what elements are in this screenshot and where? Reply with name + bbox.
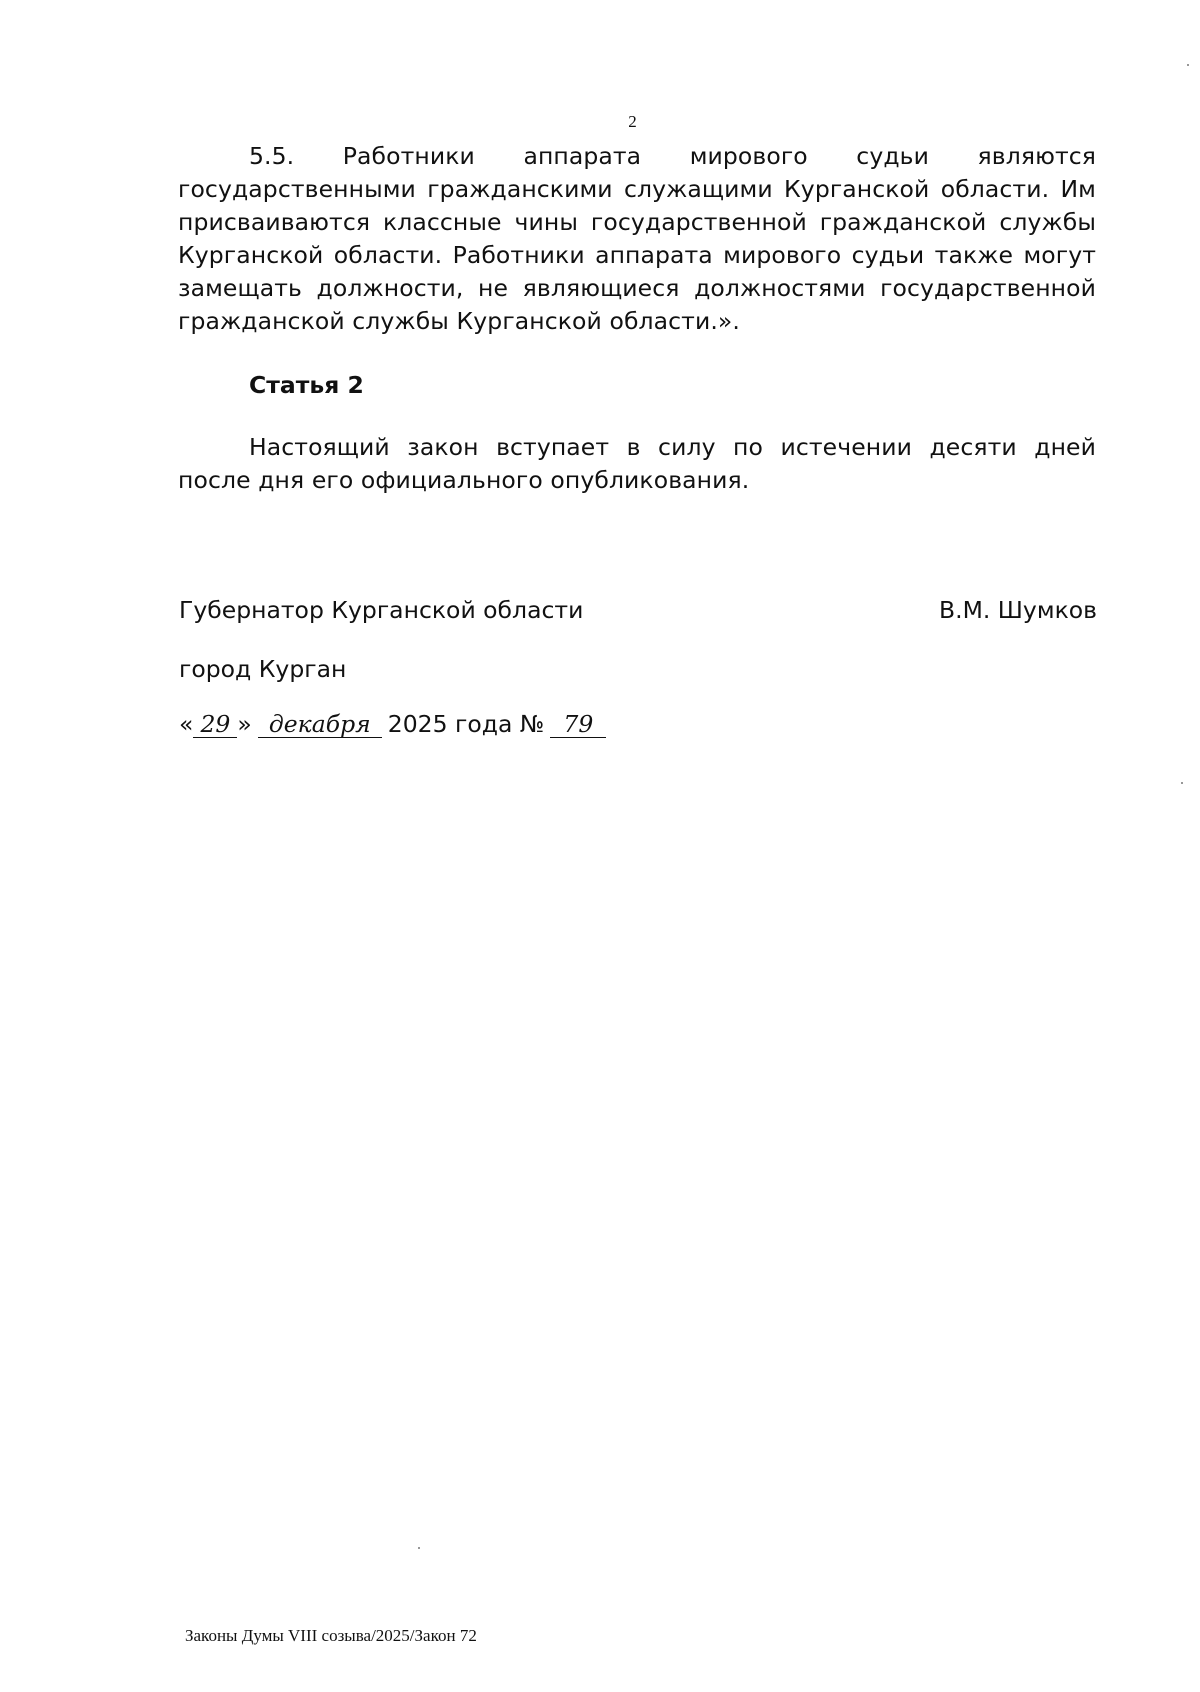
place-of-signing: город Курган [179,655,347,683]
scan-speck [1181,782,1183,784]
footer-reference: Законы Думы VIII созыва/2025/Закон 72 [185,1626,477,1645]
open-quote: « [179,710,194,738]
article-heading: Статья 2 [249,371,364,399]
handwritten-month: декабря [258,711,382,738]
close-quote: » [237,710,252,738]
signatory-title: Губернатор Курганской области [179,596,584,624]
handwritten-law-number: 79 [550,711,606,738]
signatory-name: В.М. Шумков [939,596,1097,624]
article-text: Настоящий закон вступает в силу по истечении десяти дней после дня его официального опубликования. [178,433,1096,494]
page-number: 2 [628,112,637,131]
year-text: 2025 года № [387,710,545,738]
date-line [179,710,606,738]
scan-speck [418,1547,420,1549]
paragraph-5-5: 5.5. Работники аппарата мирового судьи являются государственными гражданскими служащими Курганской области. Им присваиваются классные чины государственной гражданской службы Курганской области. Работники аппарата мирового судьи также могут замещать должности, не являющиеся должностями государственной гражданской службы Курганской области.». [178,142,1096,335]
scan-speck [1187,64,1189,66]
handwritten-day: 29 [193,711,237,738]
